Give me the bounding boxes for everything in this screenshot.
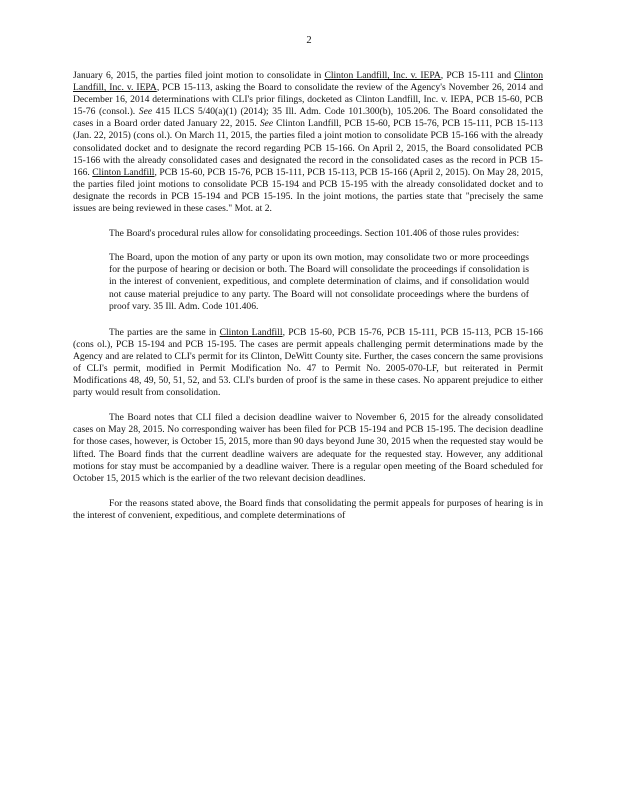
signal-see: See <box>138 106 153 118</box>
paragraph-deadline-waiver: The Board notes that CLI filed a decision deadline waiver to November 6, 2015 for the already consolidated cases on May 28, 2015. No corresponding waiver has been filed for PCB 15-194 and PCB 15-195. The decision deadline for those cases, however, is October 15, 2015, more than 90 days beyond June 30, 2015 when the requested stay would be lifted. The Board finds that the current deadline waivers are adequate for the requested stay. However, any additional motions for stay must be accompanied by a deadline waiver. There is a regular open meeting of the Board scheduled for October 15, 2015 which is the earlier of the two relevant decision deadlines. <box>73 412 543 484</box>
case-citation: Clinton Landfill, Inc. v. IEPA <box>73 70 543 94</box>
block-quote-rule-101-406: The Board, upon the motion of any party or upon its own motion, may consolidate two or more proceedings for the purpose of hearing or decision or both. The Board will consolidate the proceedings if consolidation is in the interest of convenient, expeditious, and complete determination of claims, and if consolidation would not cause material prejudice to any party. The Board will not consolidate proceedings where the burdens of proof vary. 35 Ill. Adm. Code 101.406. <box>109 252 529 312</box>
case-citation: Clinton Landfill <box>92 166 155 178</box>
document-body <box>73 70 543 522</box>
case-citation: Clinton Landfill, Inc. v. IEPA <box>324 70 441 81</box>
paragraph-procedural-rules: The Board's procedural rules allow for consolidating proceedings. Section 101.406 of those rules provides: <box>109 228 520 240</box>
case-citation: Clinton Landfill <box>219 326 283 338</box>
signal-see: See <box>259 118 274 130</box>
paragraph-consolidation-history: January 6, 2015, the parties filed joint motion to consolidate in Clinton Landfill, Inc. v. IEPA, PCB 15-111 and Clinton Landfill, Inc. v. IEPA, PCB 15-113, asking the Board to consolidate the review of the Agency's November 26, 2014 and December 16, 2014 determinations with CLI's prior filings, docketed as Clinton Landfill, Inc. v. IEPA, PCB 15-60, PCB 15-76 (consol.). See 415 ILCS 5/40(a)(1) (2014); 35 Ill. Adm. Code 101.300(b), 105.206. The Board consolidated the cases in a Board order dated January 22, 2015. See Clinton Landfill, PCB 15-60, PCB 15-76, PCB 15-111, PCB 15-113 (Jan. 22, 2015) (cons ol.). On March 11, 2015, the parties filed a joint motion to consolidate PCB 15-166 with the already consolidated docket and to designate the record regarding PCB 15-166. On April 2, 2015, the Board consolidated PCB 15-166 with the already consolidated cases and designated the record in the consolidated cases as the record in PCB 15-166. Clinton Landfill, PCB 15-60, PCB 15-76, PCB 15-111, PCB 15-113, PCB 15-166 (April 2, 2015). On May 28, 2015, the parties filed joint motions to consolidate PCB 15-194 and PCB 15-195 with the already consolidated docket and to designate the records in PCB 15-194 and PCB 15-195. In the joint motions, the parties state that "precisely the same issues are being reviewed in these cases." Mot. at 2. <box>73 70 544 215</box>
paragraph-conclusion: For the reasons stated above, the Board finds that consolidating the permit appeals for purposes of hearing is in the interest of convenient, expeditious, and complete determinations of <box>73 497 543 521</box>
paragraph-same-parties: The parties are the same in Clinton Landfill, PCB 15-60, PCB 15-76, PCB 15-111, PCB 15-113, PCB 15-166 (cons ol.), PCB 15-194 and PCB 15-195. The cases are permit appeals challenging permit determinations made by the Agency and are related to CLI's permit for its Clinton, DeWitt County site. Further, the cases concern the same provisions of CLI's permit, modified in Permit Modification No. 47 to Permit No. 2005-070-LF, but reiterated in Permit Modifications 48, 49, 50, 51, 52, and 53. CLI's burden of proof is the same in these cases. No apparent prejudice to either party would result from consolidation. <box>73 326 543 399</box>
page-number: 2 <box>306 35 312 46</box>
